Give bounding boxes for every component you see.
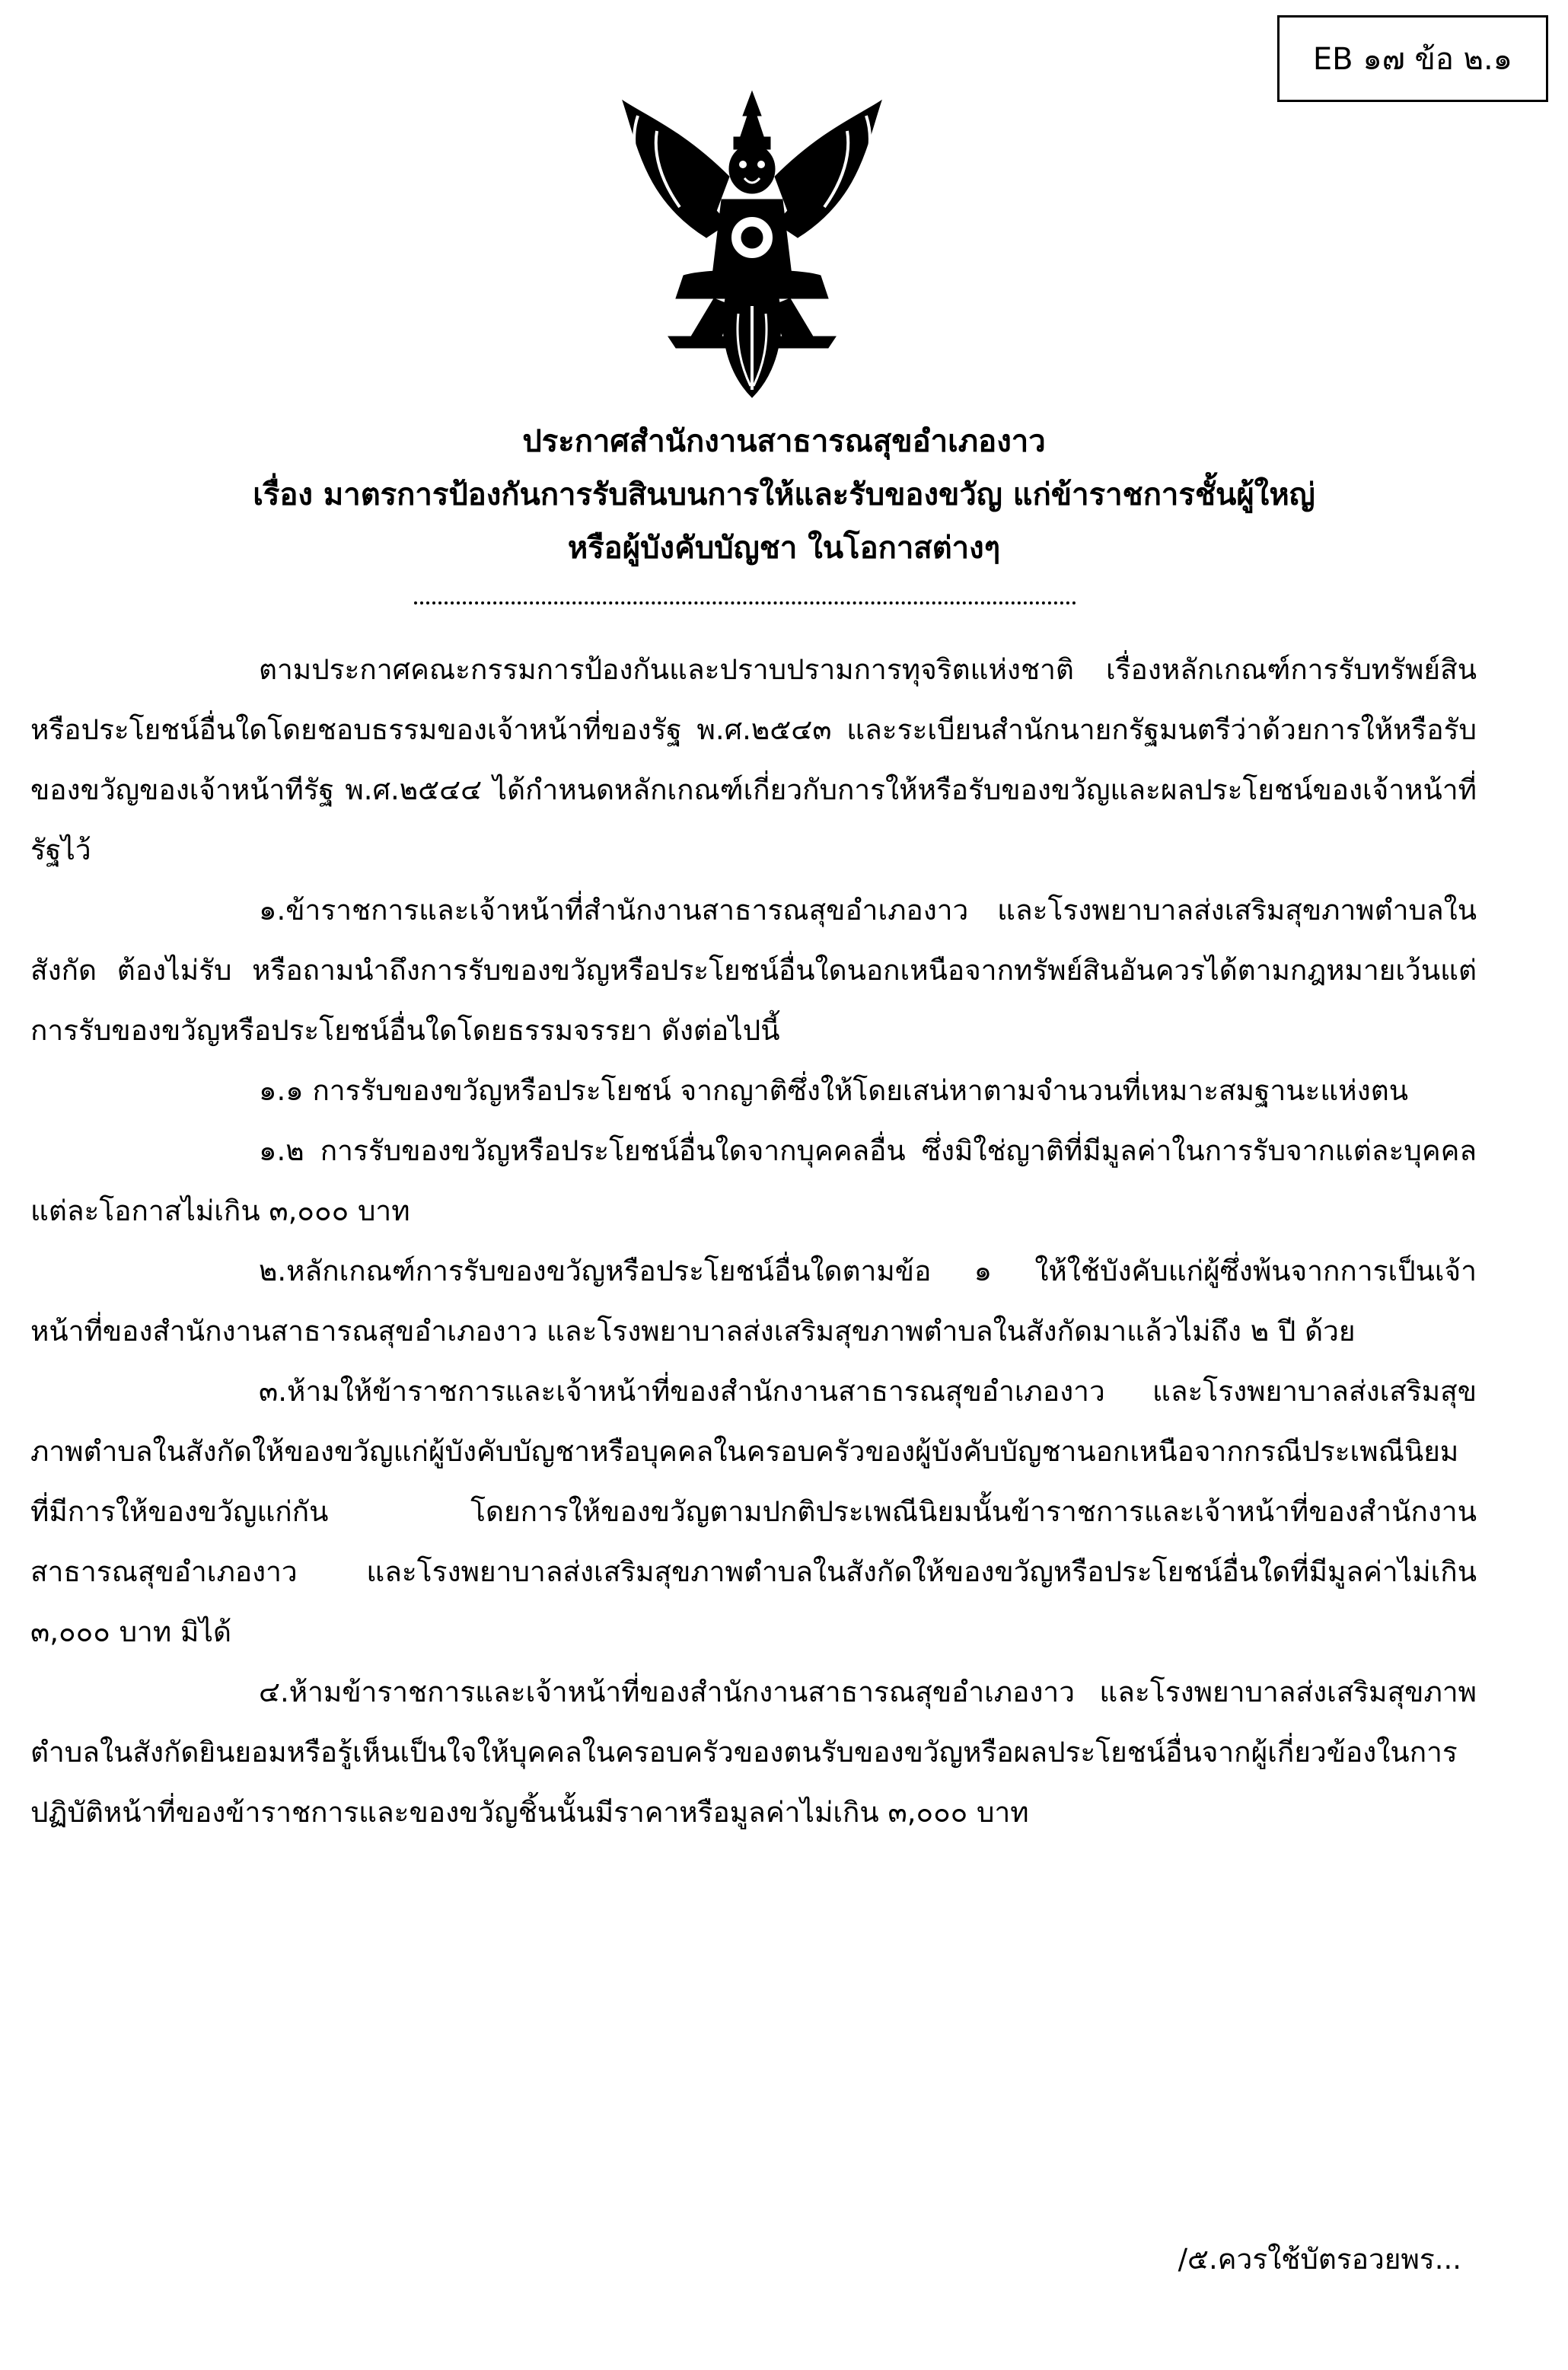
announcement-subject: เรื่อง มาตรการป้องกันการรับสินบนการให้และรับของขวัญ แก่ข้าราชการชั้นผู้ใหญ่	[253, 477, 1315, 512]
continuation-note: /๕.ควรใช้บัตรอวยพร...	[1178, 2243, 1461, 2276]
paragraph-item-1-1: ๑.๑ การรับของขวัญหรือประโยชน์ จากญาติซึ่งให้โดยเสน่หาตามจำนวนที่เหมาะสมฐานะแห่งตน	[259, 1074, 1409, 1107]
reference-label: EB ๑๗ ข้อ ๒.๑	[1312, 42, 1513, 77]
paragraph-item-1-2: ๑.๒ การรับของขวัญหรือประโยชน์อื่นใดจากบุคคลอื่น ซึ่งมิใช่ญาติที่มีมูลค่าในการรับจากแต่ละบุคคลแต่ละโอกาสไม่เกิน ๓,๐๐๐ บาท	[30, 1134, 1477, 1227]
paragraph-item-3: ๓.ห้ามให้ข้าราชการและเจ้าหน้าที่ของสำนักงานสาธารณสุขอำเภองาว และโรงพยาบาลส่งเสริมสุขภาพตำบลในสังกัดให้ของขวัญแก่ผู้บังคับบัญชาหรือบุคคลในครอบครัวของผู้บังคับบัญชานอกเหนือจากกรณีประเพณีนิยมที่มีการให้ของขวัญแก่กัน โดยการให้ของขวัญตามปกติประเพณีนิยมนั้นข้าราชการและเจ้าหน้าที่ของสำนักงานสาธารณสุขอำเภองาว และโรงพยาบาลส่งเสริมสุขภาพตำบลในสังกัดให้ของขวัญหรือประโยชน์อื่นใดที่มีมูลค่าไม่เกิน ๓,๐๐๐ บาท มิได้	[30, 1375, 1477, 1648]
reference-box	[1277, 15, 1548, 102]
announcement-body	[30, 640, 1477, 1842]
paragraph-item-2: ๒.หลักเกณฑ์การรับของขวัญหรือประโยชน์อื่นใดตามข้อ ๑ ให้ใช้บังคับแก่ผู้ซึ่งพ้นจากการเป็นเจ้าหน้าที่ของสำนักงานสาธารณสุขอำเภองาว และโรงพยาบาลส่งเสริมสุขภาพตำบลในสังกัดมาแล้วไม่ถึง ๒ ปี ด้วย	[30, 1255, 1477, 1348]
garuda-emblem-icon	[592, 85, 912, 405]
announcement-subject-cont: หรือผู้บังคับบัญชา ในโอกาสต่างๆ	[567, 531, 1001, 566]
paragraph-intro: ตามประกาศคณะกรรมการป้องกันและปราบปรามการทุจริตแห่งชาติ เรื่องหลักเกณฑ์การรับทรัพย์สินหรือประโยชน์อื่นใดโดยชอบธรรมของเจ้าหน้าที่ของรัฐ พ.ศ.๒๕๔๓ และระเบียนสำนักนายกรัฐมนตรีว่าด้วยการให้หรือรับของขวัญของเจ้าหน้าทีรัฐ พ.ศ.๒๕๔๔ ได้กำหนดหลักเกณฑ์เกี่ยวกับการให้หรือรับของขวัญและผลประโยชน์ของเจ้าหน้าที่รัฐไว้	[30, 653, 1477, 866]
paragraph-item-4: ๔.ห้ามข้าราชการและเจ้าหน้าที่ของสำนักงานสาธารณสุขอำเภองาว และโรงพยาบาลส่งเสริมสุขภาพตำบลในสังกัดยินยอมหรือรู้เห็นเป็นใจให้บุคคลในครอบครัวของตนรับของขวัญหรือผลประโยชน์อื่นจากผู้เกี่ยวข้องในการปฏิบัติหน้าที่ของข้าราชการและของขวัญชิ้นนั้นมีราคาหรือมูลค่าไม่เกิน ๓,๐๐๐ บาท	[30, 1676, 1477, 1829]
announcement-title: ประกาศสำนักงานสาธารณสุขอำเภองาว	[522, 424, 1046, 459]
dotted-divider	[414, 601, 1076, 604]
paragraph-item-1: ๑.ข้าราชการและเจ้าหน้าที่สำนักงานสาธารณสุขอำเภองาว และโรงพยาบาลส่งเสริมสุขภาพตำบลในสังกัด ต้องไม่รับ หรือถามนำถึงการรับของขวัญหรือประโยชน์อื่นใดนอกเหนือจากทรัพย์สินอันควรได้ตามกฎหมายเว้นแต่การรับของขวัญหรือประโยชน์อื่นใดโดยธรรมจรรยา ดังต่อไปนี้	[30, 894, 1477, 1047]
